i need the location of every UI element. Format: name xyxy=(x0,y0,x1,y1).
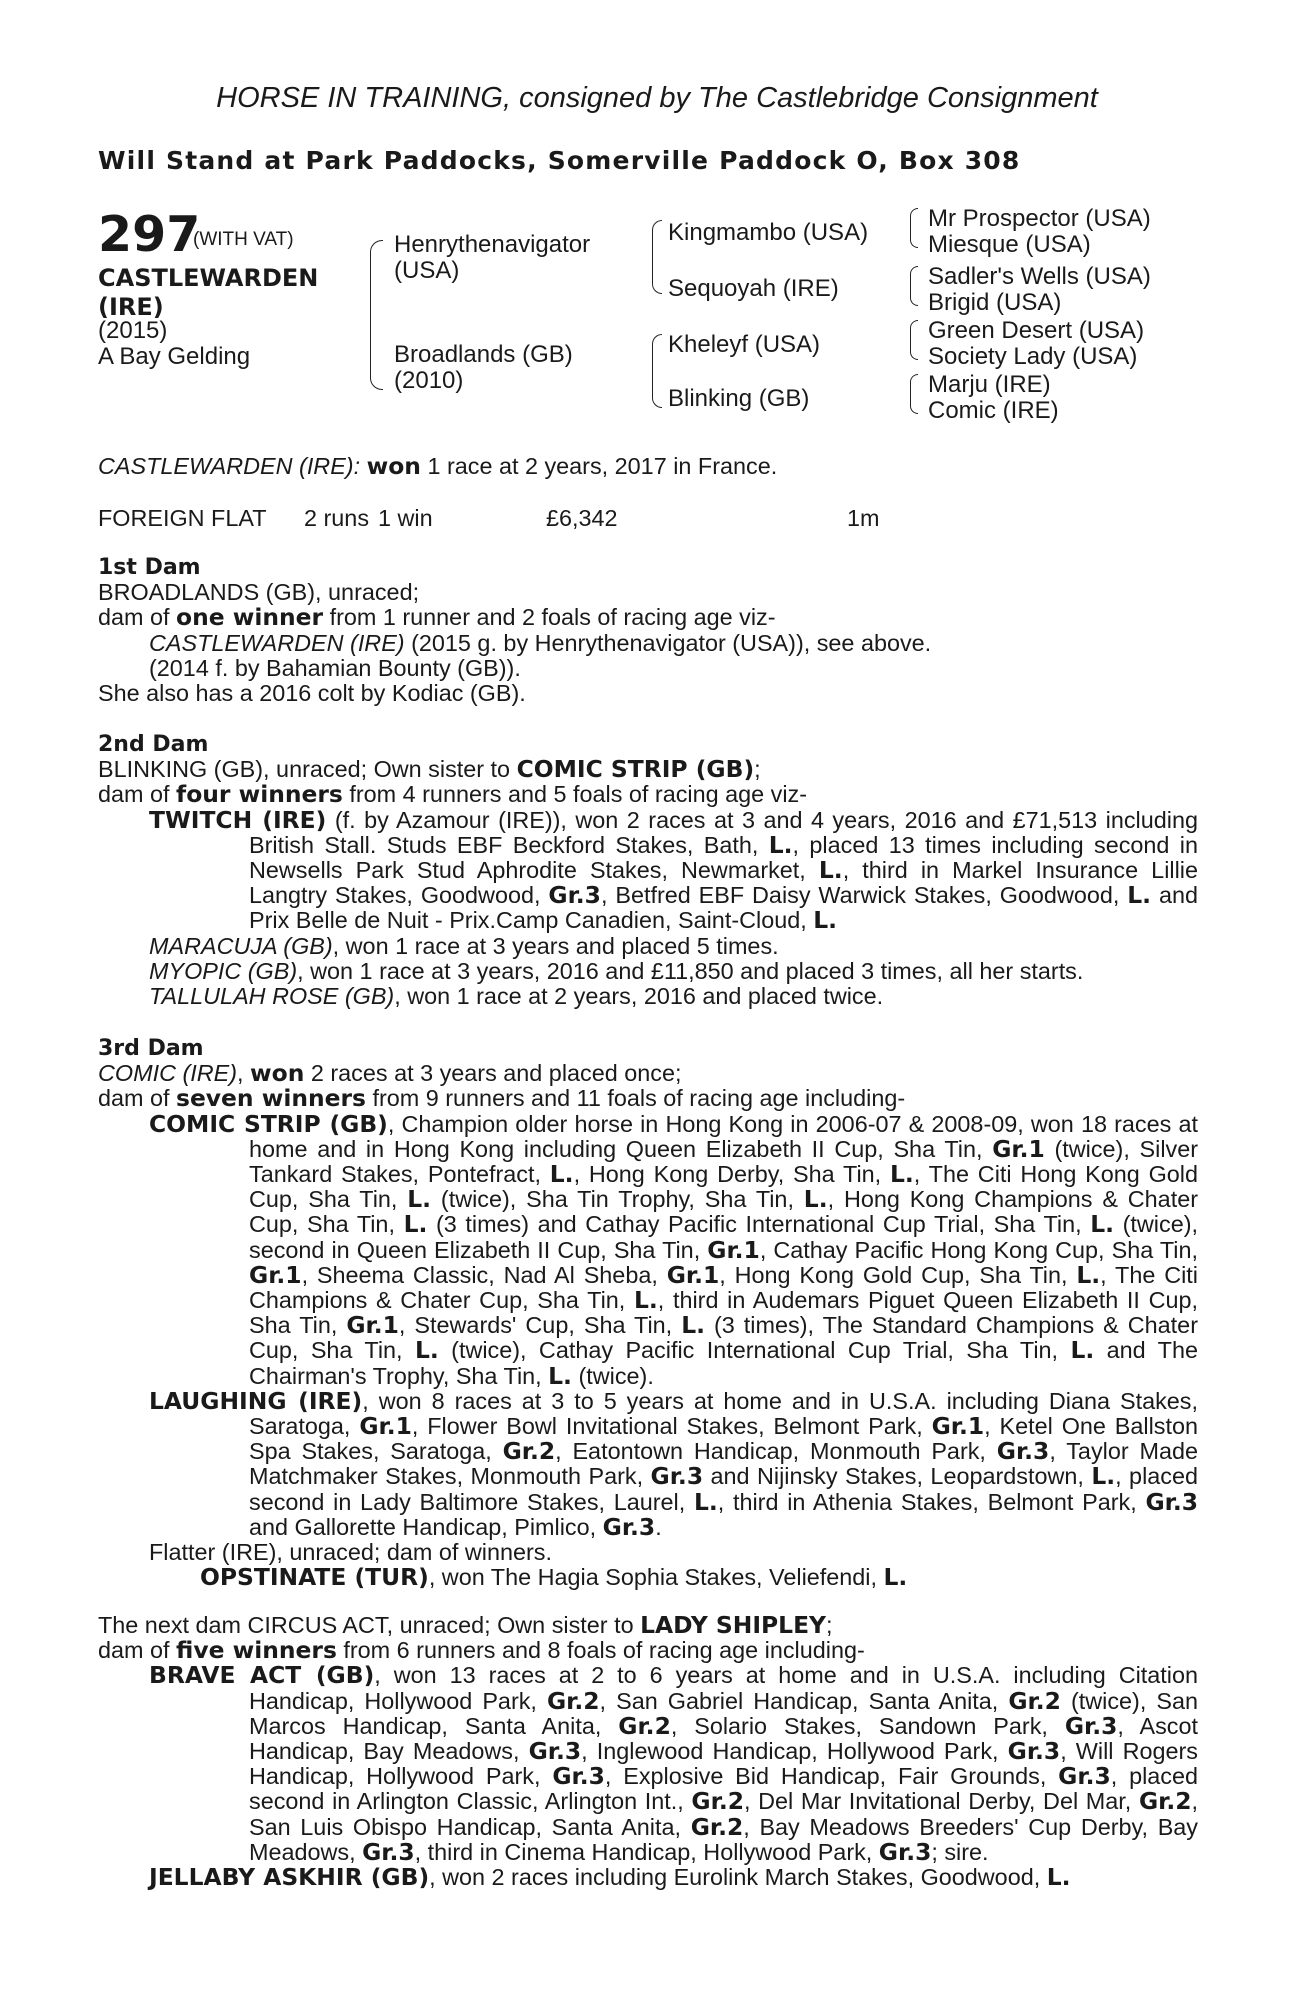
pedigree-sire-sire-dam: Miesque (USA) xyxy=(928,231,1091,258)
third-dam-section xyxy=(98,1036,1198,1590)
pedigree-dam-dam-dam: Comic (IRE) xyxy=(928,397,1059,424)
pedigree-bracket-gg2 xyxy=(910,266,918,306)
first-dam-produce-summary: dam of one winner from 1 runner and 2 foals of racing age viz- xyxy=(98,603,776,632)
third-dam-line: COMIC (IRE), won 2 races at 3 years and placed once; xyxy=(98,1059,682,1088)
next-dam-line: The next dam CIRCUS ACT, unraced; Own sister to LADY SHIPLEY; xyxy=(98,1611,833,1639)
third-dam-heading: 3rd Dam xyxy=(98,1036,204,1061)
pedigree-dam-dam-sire: Marju (IRE) xyxy=(928,371,1051,398)
produce-item-jellaby-askhir: JELLABY ASKHIR (GB), won 2 races including Eurolink March Stakes, Goodwood, L. xyxy=(149,1863,1071,1892)
pedigree-dam-sire-dam: Society Lady (USA) xyxy=(928,343,1138,370)
produce-item-flatter: Flatter (IRE), unraced; dam of winners. xyxy=(149,1539,552,1566)
pedigree-dam-dam: Blinking (GB) xyxy=(668,385,810,412)
pedigree-bracket-main xyxy=(370,240,383,390)
pedigree-bracket-gg1 xyxy=(910,208,918,248)
pedigree-dam-sire-sire: Green Desert (USA) xyxy=(928,317,1145,344)
stand-location: Will Stand at Park Paddocks, Somerville Paddock O, Box 308 xyxy=(98,146,1021,175)
produce-item: (2014 f. by Bahamian Bounty (GB)). xyxy=(149,654,521,681)
pedigree-sire-dam: Sequoyah (IRE) xyxy=(668,275,839,302)
pedigree-sire-sire: Kingmambo (USA) xyxy=(668,219,869,246)
horse-info xyxy=(98,318,250,370)
produce-item: MYOPIC (GB), won 1 race at 3 years, 2016 and £11,850 and placed 3 times, all her starts. xyxy=(149,957,1084,984)
second-dam-line: BLINKING (GB), unraced; Own sister to COMIC STRIP (GB); xyxy=(98,755,761,784)
pedigree-sire-dam-dam: Brigid (USA) xyxy=(928,289,1062,316)
pedigree-bracket-gg3 xyxy=(910,320,918,360)
vat-note: (WITH VAT) xyxy=(193,229,294,250)
pedigree-dam-sire: Kheleyf (USA) xyxy=(668,331,821,358)
stats-distance: 1m xyxy=(847,505,880,531)
stats-runs: 2 runs xyxy=(304,505,370,531)
next-dam-produce-summary: dam of five winners from 6 runners and 8 foals of racing age including- xyxy=(98,1636,865,1665)
stats-money: £6,342 xyxy=(546,505,618,531)
produce-item: MARACUJA (GB), won 1 race at 3 years and placed 5 times. xyxy=(149,932,779,959)
pedigree-bracket-sire xyxy=(652,220,662,294)
pedigree-sire: Henrythenavigator (USA) xyxy=(394,231,591,284)
horse-name: CASTLEWARDEN (IRE) xyxy=(98,264,319,321)
produce-item-brave-act: BRAVE ACT (GB), won 13 races at 2 to 6 years at home and in U.S.A. including Citation Handicap, Hollywood Park, Gr.2, San Gabriel Handicap, Santa Anita, Gr.2 (twice), San Marcos Handicap, Santa Anita, Gr.2, Solario Stakes, Sandown Park, Gr.3, Ascot Handicap, Bay Meadows, Gr.3, Inglewood Handicap, Hollywood Park, Gr.3, Will Rogers Handicap, Hollywood Park, Gr.3, Explosive Bid Handicap, Fair Grounds, Gr.3, placed second in Arlington Classic, Arlington Int., Gr.2, Del Mar Invitational Derby, Del Mar, Gr.2, San Luis Obispo Handicap, Santa Anita, Gr.2, Bay Meadows Breeders' Cup Derby, Bay Meadows, Gr.3, third in Cinema Handicap, Hollywood Park, Gr.3; sire. xyxy=(149,1661,1199,1866)
produce-item-opstinate: OPSTINATE (TUR), won The Hagia Sophia Stakes, Veliefendi, L. xyxy=(200,1563,908,1592)
pedigree-bracket-dam xyxy=(652,334,662,408)
horse-year: (2015) xyxy=(98,317,168,344)
second-dam-section xyxy=(98,732,1198,1009)
lot-number: 297 xyxy=(98,206,201,263)
first-dam-note: She also has a 2016 colt by Kodiac (GB). xyxy=(98,680,526,707)
produce-item-twitch: TWITCH (IRE) (f. by Azamour (IRE)), won 2 races at 3 and 4 years, 2016 and £71,513 including British Stall. Studs EBF Beckford Stakes, Bath, L., placed 13 times including second in Newsells Park Stud Aphrodite Stakes, Newmarket, L., third in Markel Insurance Lillie Langtry Stakes, Goodwood, Gr.3, Betfred EBF Daisy Warwick Stakes, Goodwood, L. and Prix Belle de Nuit - Prix.Camp Canadien, Saint-Cloud, L. xyxy=(149,805,1198,935)
page-title: HORSE IN TRAINING, consigned by The Castlebridge Consignment xyxy=(216,82,1098,114)
produce-item-laughing: LAUGHING (IRE), won 8 races at 3 to 5 years at home and in U.S.A. including Diana Stakes, Saratoga, Gr.1, Flower Bowl Invitational Stakes, Belmont Park, Gr.1, Ketel One Ballston Spa Stakes, Saratoga, Gr.2, Eatontown Handicap, Monmouth Park, Gr.3, Taylor Made Matchmaker Stakes, Monmouth Park, Gr.3 and Nijinsky Stakes, Leopardstown, L., placed second in Lady Baltimore Stakes, Laurel, L., third in Athenia Stakes, Belmont Park, Gr.3 and Gallorette Handicap, Pimlico, Gr.3. xyxy=(149,1386,1198,1541)
race-summary: CASTLEWARDEN (IRE): won 1 race at 2 years, 2017 in France. xyxy=(98,452,778,480)
horse-description: A Bay Gelding xyxy=(98,343,251,370)
second-dam-produce-summary: dam of four winners from 4 runners and 5 foals of racing age viz- xyxy=(98,780,808,809)
produce-item: TALLULAH ROSE (GB), won 1 race at 2 years, 2016 and placed twice. xyxy=(149,983,884,1010)
first-dam-heading: 1st Dam xyxy=(98,555,201,580)
stats-type: FOREIGN FLAT xyxy=(98,505,267,531)
pedigree-sire-dam-sire: Sadler's Wells (USA) xyxy=(928,263,1151,290)
pedigree-sire-sire-sire: Mr Prospector (USA) xyxy=(928,205,1151,232)
next-dam-section xyxy=(98,1613,1198,1890)
produce-item: CASTLEWARDEN (IRE) (2015 g. by Henrythenavigator (USA)), see above. xyxy=(149,629,932,656)
stats-wins: 1 win xyxy=(378,505,433,531)
produce-item-comic-strip: COMIC STRIP (GB), Champion older horse in Hong Kong in 2006-07 & 2008-09, won 18 races at home and in Hong Kong including Queen Elizabeth II Cup, Sha Tin, Gr.1 (twice), Silver Tankard Stakes, Pontefract, L., Hong Kong Derby, Sha Tin, L., The Citi Hong Kong Gold Cup, Sha Tin, L. (twice), Sha Tin Trophy, Sha Tin, L., Hong Kong Champions & Chater Cup, Sha Tin, L. (3 times) and Cathay Pacific International Cup Trial, Sha Tin, L. (twice), second in Queen Elizabeth II Cup, Sha Tin, Gr.1, Cathay Pacific Hong Kong Cup, Sha Tin, Gr.1, Sheema Classic, Nad Al Sheba, Gr.1, Hong Kong Gold Cup, Sha Tin, L., The Citi Champions & Chater Cup, Sha Tin, L., third in Audemars Piguet Queen Elizabeth II Cup, Sha Tin, Gr.1, Stewards' Cup, Sha Tin, L. (3 times), The Standard Champions & Chater Cup, Sha Tin, L. (twice), Cathay Pacific International Cup Trial, Sha Tin, L. and The Chairman's Trophy, Sha Tin, L. (twice). xyxy=(149,1109,1199,1390)
pedigree-bracket-gg4 xyxy=(910,374,918,414)
first-dam-line: BROADLANDS (GB), unraced; xyxy=(98,579,420,606)
pedigree-dam: Broadlands (GB) (2010) xyxy=(394,341,573,394)
first-dam-section xyxy=(98,555,1198,706)
third-dam-produce-summary: dam of seven winners from 9 runners and 11 foals of racing age including- xyxy=(98,1084,906,1113)
second-dam-heading: 2nd Dam xyxy=(98,732,209,757)
